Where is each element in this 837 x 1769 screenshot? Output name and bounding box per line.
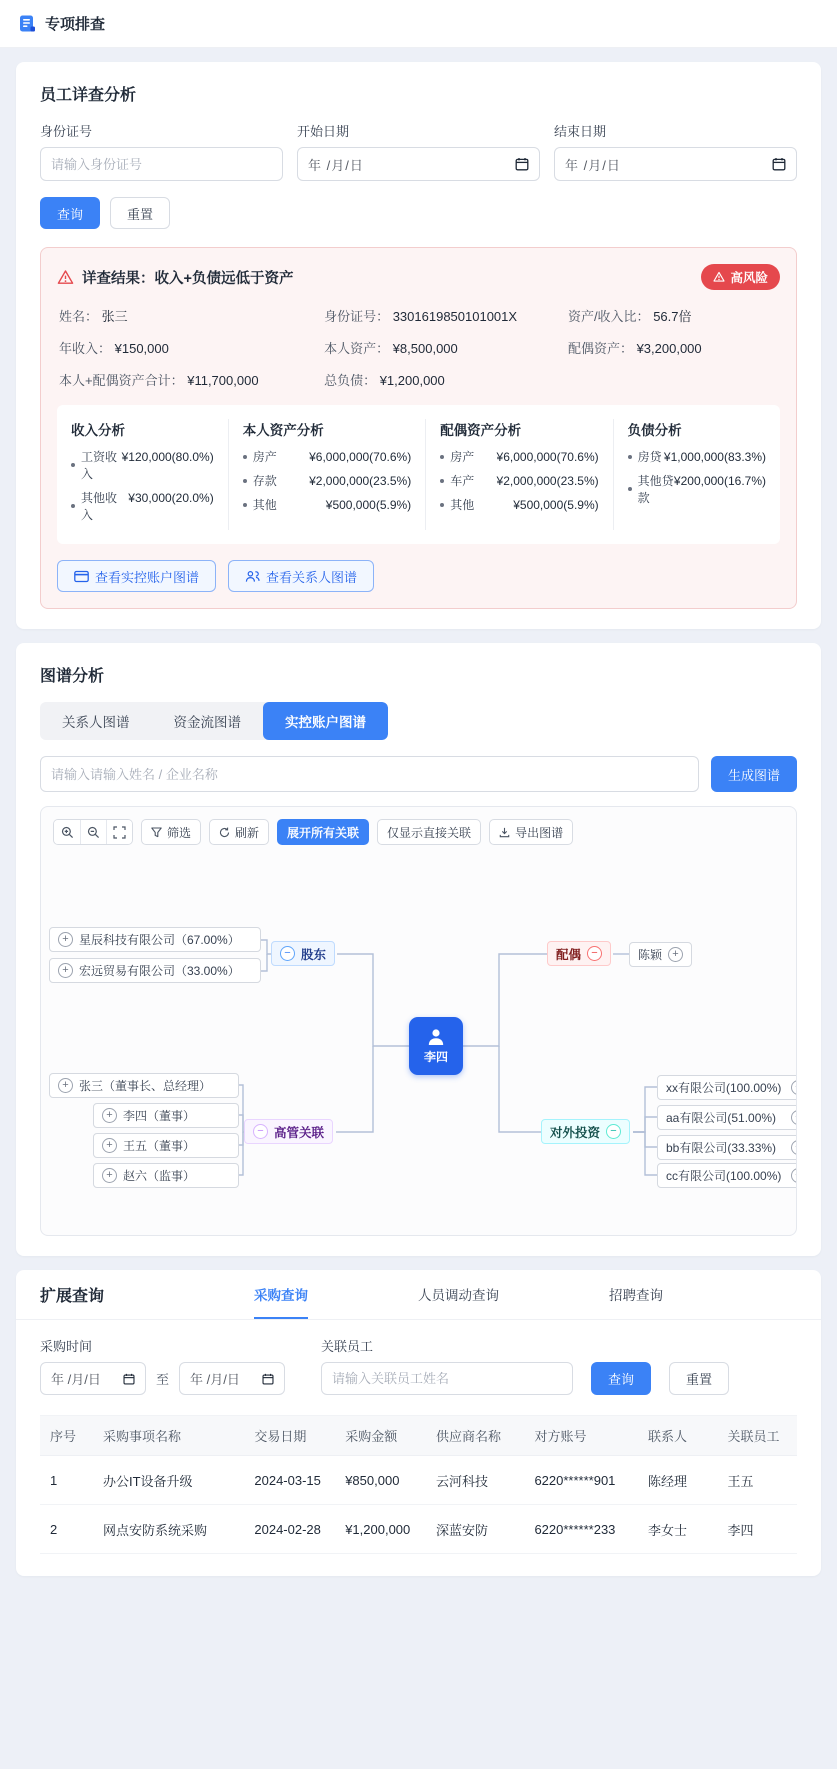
col-trade-date: 交易日期 (244, 1416, 335, 1456)
info-id: 身份证号： 3301619850101001X (324, 309, 518, 324)
extend-query-card (16, 1270, 821, 1576)
self-assets-analysis-column (228, 419, 425, 530)
generate-graph-button[interactable]: 生成图谱 (711, 756, 797, 792)
expand-plus-icon[interactable] (102, 1168, 117, 1183)
expand-plus-icon[interactable] (102, 1108, 117, 1123)
analysis-item: 车产 ¥2,000,000(23.5%) (440, 472, 598, 489)
result-info-grid (59, 306, 780, 389)
tab-personnel-query[interactable]: 人员调动查询 (418, 1287, 500, 1303)
id-number-label: 身份证号 (40, 124, 93, 139)
cell-related-employee: 李四 (717, 1505, 797, 1554)
tab-recruit-query[interactable]: 招聘查询 (609, 1287, 664, 1303)
date-range-to-label: 至 (156, 1372, 170, 1387)
col-amount: 采购金额 (335, 1416, 426, 1456)
executive-entity-node[interactable]: + 赵六（监事） (93, 1163, 239, 1188)
column-title: 负债分析 (627, 423, 682, 438)
extend-reset-button[interactable]: 重置 (669, 1362, 729, 1395)
executive-entity-node[interactable]: + 李四（董事） (93, 1103, 239, 1128)
graph-toolbar (53, 819, 573, 845)
cell-trade-date: 2024-03-15 (244, 1456, 335, 1505)
cell-supplier: 云河科技 (426, 1456, 524, 1505)
tab-purchase-query[interactable]: 采购查询 (254, 1270, 308, 1319)
purchase-start-date-input[interactable] (40, 1362, 146, 1395)
table-row[interactable] (40, 1505, 797, 1554)
cell-contact: 李女士 (638, 1505, 717, 1554)
analysis-item: 其他 ¥500,000(5.9%) (243, 496, 411, 513)
info-total-debt: 总负债： ¥1,200,000 (324, 373, 445, 388)
id-number-field-group (40, 121, 283, 181)
column-title: 配偶资产分析 (440, 423, 522, 438)
analysis-item: 存款 ¥2,000,000(23.5%) (243, 472, 411, 489)
view-relation-graph-button[interactable]: 查看关系人图谱 (228, 560, 374, 592)
cell-related-employee: 王五 (717, 1456, 797, 1505)
expand-all-button[interactable]: 展开所有关联 (277, 819, 369, 845)
debt-analysis-column (613, 419, 780, 530)
analysis-item: 其他收入 ¥30,000(20.0%) (71, 489, 214, 523)
expand-plus-icon[interactable] (791, 1110, 797, 1125)
executive-entity-node[interactable]: + 王五（董事） (93, 1133, 239, 1158)
warning-icon (57, 269, 74, 286)
analysis-item: 工资收入 ¥120,000(80.0%) (71, 448, 214, 482)
cell-account: 6220******233 (524, 1505, 638, 1554)
extend-query-form (16, 1320, 821, 1399)
export-graph-button[interactable]: 导出图谱 (489, 819, 573, 845)
related-employee-input[interactable] (321, 1362, 573, 1395)
collapse-minus-icon[interactable] (606, 1124, 621, 1139)
tab-fundflow-graph[interactable]: 资金流图谱 (173, 715, 241, 730)
analysis-item: 房产 ¥6,000,000(70.6%) (243, 448, 411, 465)
detail-query-form (40, 121, 797, 181)
purchase-table (40, 1415, 797, 1554)
end-date-field-group (554, 121, 797, 181)
graph-section-title: 图谱分析 (40, 668, 105, 685)
purchase-time-field-group (40, 1336, 285, 1395)
cell-account: 6220******901 (524, 1456, 638, 1505)
filter-button[interactable]: 筛选 (141, 819, 201, 845)
person-icon (426, 1028, 446, 1046)
download-icon (499, 827, 510, 838)
executives-hub-node[interactable]: − 高管关联 (244, 1119, 333, 1144)
investment-entity-node[interactable]: bb有限公司(33.33%) + (657, 1135, 797, 1160)
result-title: 详查结果：收入+负债远低于资产 (82, 270, 294, 287)
card-icon (74, 570, 89, 583)
analysis-item: 房产 ¥6,000,000(70.6%) (440, 448, 598, 465)
id-number-input[interactable] (40, 147, 283, 181)
table-row[interactable] (40, 1456, 797, 1505)
fit-view-icon[interactable] (106, 820, 132, 844)
start-date-field-group (297, 121, 540, 181)
extend-query-button[interactable]: 查询 (591, 1362, 651, 1395)
document-icon (18, 14, 37, 33)
expand-plus-icon[interactable] (58, 963, 73, 978)
extend-header (16, 1270, 821, 1320)
expand-plus-icon[interactable] (102, 1138, 117, 1153)
graph-tabs (40, 702, 388, 740)
info-total-assets: 本人+配偶资产合计： ¥11,700,000 (59, 373, 259, 388)
table-header-row (40, 1416, 797, 1456)
calendar-icon[interactable] (262, 1373, 274, 1385)
collapse-minus-icon[interactable] (587, 946, 602, 961)
date-placeholder: 年 /月/日 (51, 1372, 101, 1387)
cell-item-name: 网点安防系统采购 (93, 1505, 244, 1554)
refresh-icon (219, 827, 230, 838)
info-spouse-assets: 配偶资产： ¥3,200,000 (567, 341, 702, 356)
info-income: 年收入： ¥150,000 (59, 341, 169, 356)
investment-entity-node[interactable]: xx有限公司(100.00%) + (657, 1075, 797, 1100)
calendar-icon[interactable] (123, 1373, 135, 1385)
expand-plus-icon[interactable] (791, 1168, 797, 1183)
collapse-minus-icon[interactable] (253, 1124, 268, 1139)
graph-search-input[interactable] (40, 756, 699, 792)
investment-entity-node[interactable]: cc有限公司(100.00%) + (657, 1163, 797, 1188)
col-item-name: 采购事项名称 (93, 1416, 244, 1456)
warning-icon (713, 271, 725, 283)
purchase-time-label: 采购时间 (40, 1339, 93, 1354)
cell-amount: ¥850,000 (335, 1456, 426, 1505)
investments-hub-node[interactable]: 对外投资 − (541, 1119, 630, 1144)
collapse-minus-icon[interactable] (280, 946, 295, 961)
expand-plus-icon[interactable] (668, 947, 683, 962)
start-date-label: 开始日期 (297, 124, 350, 139)
risk-badge-label: 高风险 (730, 271, 768, 285)
graph-panel (40, 806, 797, 1236)
cell-supplier: 深蓝安防 (426, 1505, 524, 1554)
cell-index: 1 (40, 1456, 93, 1505)
tab-account-graph[interactable]: 实控账户图谱 (263, 702, 388, 740)
top-bar (0, 0, 837, 48)
expand-plus-icon[interactable] (58, 932, 73, 947)
detail-section-title: 员工详查分析 (40, 87, 137, 104)
info-ratio: 资产/收入比： 56.7倍 (567, 309, 692, 324)
column-title: 本人资产分析 (242, 423, 324, 438)
col-related-employee: 关联员工 (717, 1416, 797, 1456)
view-account-graph-button[interactable]: 查看实控账户图谱 (57, 560, 216, 592)
cell-index: 2 (40, 1505, 93, 1554)
expand-plus-icon[interactable] (58, 1078, 73, 1093)
start-date-input[interactable] (297, 147, 540, 181)
shareholder-hub-node[interactable]: − 股东 (271, 941, 335, 966)
graph-analysis-card (16, 643, 821, 1256)
column-title: 收入分析 (71, 423, 125, 438)
center-person-node[interactable]: 李四 (409, 1017, 463, 1075)
cell-contact: 陈经理 (638, 1456, 717, 1505)
expand-plus-icon[interactable] (791, 1140, 797, 1155)
cell-amount: ¥1,200,000 (335, 1505, 426, 1554)
col-contact: 联系人 (638, 1416, 717, 1456)
reset-button[interactable]: 重置 (110, 197, 170, 229)
direct-only-button[interactable]: 仅显示直接关联 (377, 819, 481, 845)
end-date-placeholder: 年 /月/日 (565, 157, 621, 173)
tab-relation-graph[interactable]: 关系人图谱 (62, 715, 130, 730)
risk-badge (701, 264, 780, 290)
info-name: 姓名： 张三 (59, 309, 128, 324)
col-supplier: 供应商名称 (426, 1416, 524, 1456)
expand-plus-icon[interactable] (791, 1080, 797, 1095)
spouse-assets-analysis-column (425, 419, 612, 530)
zoom-in-icon[interactable] (54, 820, 80, 844)
risk-result-card (40, 247, 797, 609)
people-icon (245, 570, 260, 583)
query-button[interactable]: 查询 (40, 197, 100, 229)
date-placeholder: 年 /月/日 (190, 1372, 240, 1387)
cell-trade-date: 2024-02-28 (244, 1505, 335, 1554)
info-self-assets: 本人资产： ¥8,500,000 (324, 341, 458, 356)
analysis-item: 其他贷款 ¥200,000(16.7%) (628, 472, 766, 506)
funnel-icon (151, 827, 162, 838)
related-employee-field-group (321, 1336, 573, 1395)
graph-canvas[interactable] (41, 807, 796, 1235)
refresh-button[interactable]: 刷新 (209, 819, 269, 845)
investment-entity-node[interactable]: aa有限公司(51.00%) + (657, 1105, 797, 1130)
shareholder-entity-node[interactable]: + 宏远贸易有限公司（33.00%） (49, 958, 261, 983)
page-title: 专项排查 (45, 16, 106, 33)
related-employee-label: 关联员工 (321, 1339, 374, 1354)
spouse-hub-node[interactable]: 配偶 − (547, 941, 611, 966)
zoom-out-icon[interactable] (80, 820, 106, 844)
end-date-input[interactable] (554, 147, 797, 181)
shareholder-entity-node[interactable]: + 星辰科技有限公司（67.00%） (49, 927, 261, 952)
income-analysis-column (57, 419, 228, 530)
analysis-item: 其他 ¥500,000(5.9%) (440, 496, 598, 513)
purchase-end-date-input[interactable] (179, 1362, 285, 1395)
col-account: 对方账号 (524, 1416, 638, 1456)
col-index: 序号 (40, 1416, 93, 1456)
end-date-label: 结束日期 (554, 124, 607, 139)
employee-detail-card (16, 62, 821, 629)
calendar-icon[interactable] (772, 157, 786, 171)
executive-entity-node[interactable]: + 张三（董事长、总经理） (49, 1073, 239, 1098)
extend-section-title: 扩展查询 (40, 1288, 105, 1305)
cell-item-name: 办公IT设备升级 (93, 1456, 244, 1505)
calendar-icon[interactable] (515, 157, 529, 171)
start-date-placeholder: 年 /月/日 (308, 157, 364, 173)
spouse-entity-node[interactable]: 陈颖 + (629, 942, 692, 967)
analysis-item: 房贷 ¥1,000,000(83.3%) (628, 448, 766, 465)
analysis-panel (57, 405, 780, 544)
